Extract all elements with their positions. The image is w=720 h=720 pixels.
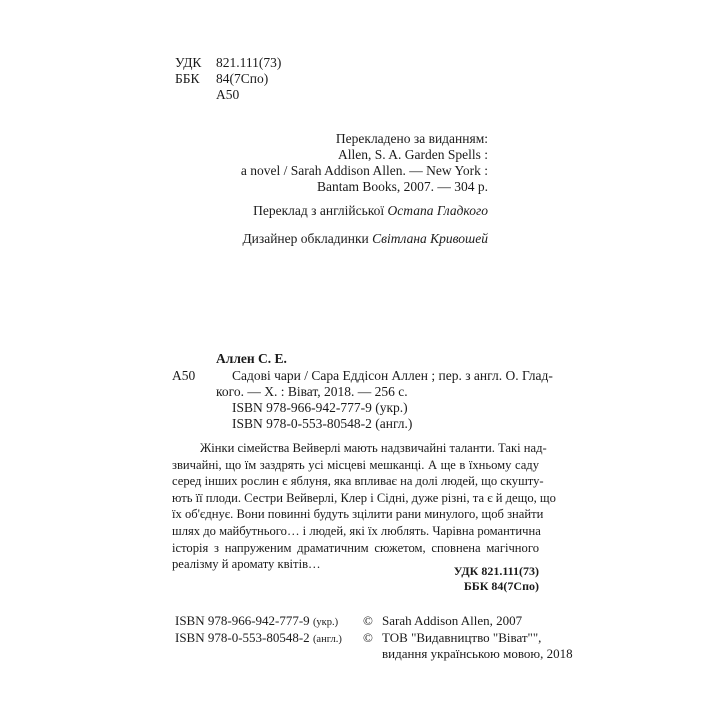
translator-name: Остапа Гладкого [387,203,488,218]
annotation-line-8: реалізму й аромату квітів… [172,557,321,571]
catalog-title-line-1: Садові чари / Сара Еддісон Аллен ; пер. з англ. О. Глад- [232,368,553,383]
footer-isbn-en-number: ISBN 978-0-553-80548-2 [175,630,310,645]
copyright-sign-2: © [363,630,373,645]
copyright-publisher: ТОВ "Видавництво "Віват"", [382,630,542,645]
footer-isbn-ua-number: ISBN 978-966-942-777-9 [175,613,310,628]
translation-source-line-1: Allen, S. A. Garden Spells : [338,147,488,162]
catalog-title-line-2: кого. — Х. : Віват, 2018. — 256 с. [216,384,408,399]
copyright-sign-1: © [363,613,373,628]
translator-prefix: Переклад з англійської [253,203,388,218]
udk-label: УДК [175,55,202,70]
copyright-author: Sarah Addison Allen, 2007 [382,613,523,628]
bbk-label: ББК [175,71,200,86]
catalog-author-mark: А50 [172,368,196,383]
designer-name: Світлана Кривошей [372,231,488,246]
annotation-udk: УДК 821.111(73) [453,564,539,578]
annotation-line-2: звичайні, що їм заздрять усі місцеві мешканці. А ще в їхньому саду [172,458,539,472]
annotation-line-5: їх об'єднує. Вони повинні будуть зцілити рани минулого, щоб знайти [172,507,544,521]
footer-isbn-en-note: (англ.) [312,634,342,645]
annotation-line-7: історія з напруженим драматичним сюжетом, сповнена магічного [172,541,539,555]
translation-intro: Перекладено за виданням: [335,131,488,146]
catalog-isbn-ua: ISBN 978-966-942-777-9 (укр.) [232,400,408,415]
copyright-edition: видання українською мовою, 2018 [382,646,573,661]
translation-source-line-3: Bantam Books, 2007. — 304 p. [317,179,488,194]
translation-source-line-2: a novel / Sarah Addison Allen. — New York : [240,163,488,178]
annotation-line-3: серед інших рослин є яблуня, яка впливає на долі людей, що скушту- [172,474,544,488]
designer-credit [242,231,488,247]
footer-isbn-ua [175,613,338,631]
annotation-line-4: ють її плоди. Сестри Вейверлі, Клер і Сідні, дуже різні, та є й дещо, що [172,491,556,505]
annotation-bbk: ББК 84(7Спо) [463,579,539,593]
annotation-line-6: шлях до майбутнього… і людей, які їх люблять. Чарівна романтична [172,524,541,538]
catalog-author-heading: Аллен С. Е. [216,351,287,366]
bbk-value: 84(7Спо) [216,71,269,86]
footer-isbn-ua-note: (укр.) [312,617,339,628]
designer-prefix: Дизайнер обкладинки [242,231,373,246]
catalog-isbn-en: ISBN 978-0-553-80548-2 (англ.) [232,416,413,431]
translator-credit [253,203,488,219]
footer-isbn-en [175,630,342,648]
udk-value: 821.111(73) [216,55,282,70]
author-mark-top: А50 [216,87,240,102]
annotation-line-1: Жінки сімейства Вейверлі мають надзвичайні таланти. Такі над- [200,441,547,455]
